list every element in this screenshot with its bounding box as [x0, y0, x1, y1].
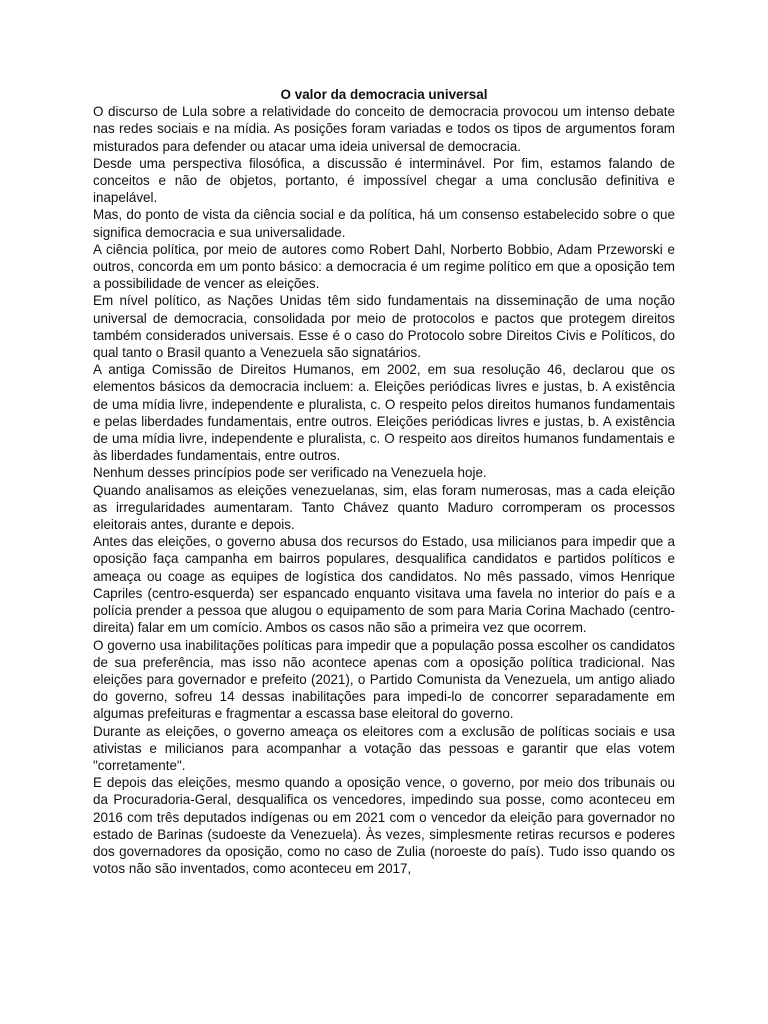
paragraph: Durante as eleições, o governo ameaça os eleitores com a exclusão de políticas sociais e usa ativistas e milicianos para acompanhar a votação das pessoas e garantir que elas votem "corretamente".: [93, 723, 675, 773]
paragraph: E depois das eleições, mesmo quando a oposição vence, o governo, por meio dos tribunais ou da Procuradoria-Geral, desqualifica os vencedores, impedindo sua posse, como aconteceu em 2016 com três deputados indígenas ou em 2021 com o vencedor da eleição para governador no estado de Barinas (sudoeste da Venezuela). Às vezes, simplesmente retiras recursos e poderes dos governadores da oposição, como no caso de Zulia (noroeste do país). Tudo isso quando os votos não são inventados, como aconteceu em 2017,: [93, 775, 675, 877]
paragraph: O governo usa inabilitações políticas para impedir que a população possa escolher os candidatos de sua preferência, mas isso não acontece apenas com a oposição política tradicional. Nas eleições para governador e prefeito (2021), o Partido Comunista da Venezuela, um antigo aliado do governo, sofreu 14 dessas inabilitações para impedi-lo de concorrer separadamente em algumas prefeituras e fragmentar a escassa base eleitoral do governo.: [93, 637, 675, 722]
paragraph: Mas, do ponto de vista da ciência social e da política, há um consenso estabelecido sobre o que significa democracia e sua universalidade.: [93, 207, 675, 240]
paragraph: A antiga Comissão de Direitos Humanos, em 2002, em sua resolução 46, declarou que os elementos básicos da democracia incluem: a. Eleições periódicas livres e justas, b. A existência de uma mídia livre, independente e pluralista, c. O respeito pelos direitos humanos fundamentais e pelas liberdades fundamentais, entre outros. Eleições periódicas livres e justas, b. A existência de uma mídia livre, independente e pluralista, c. O respeito aos direitos humanos fundamentais e às liberdades fundamentais, entre outros.: [93, 362, 675, 464]
paragraph: Desde uma perspectiva filosófica, a discussão é interminável. Por fim, estamos falando de conceitos e não de objetos, portanto, é impossível chegar a uma conclusão definitiva e inapelável.: [93, 155, 675, 206]
paragraph: Nenhum desses princípios pode ser verificado na Venezuela hoje.: [93, 465, 487, 481]
paragraph: Antes das eleições, o governo abusa dos recursos do Estado, usa milicianos para impedir que a oposição faça campanha em bairros populares, desqualifica candidatos e partidos políticos e ameaça ou coage as equipes de logística dos candidatos. No mês passado, vimos Henrique Capriles (centro-esquerda) ser espancado enquanto visitava uma favela no interior do país e a polícia prender a pessoa que alugou o equipamento de som para Maria Corina Machado (centro-direita) falar em um comício. Ambos os casos não são a primeira vez que ocorrem.: [93, 534, 675, 636]
document-title: O valor da democracia universal: [280, 87, 488, 102]
paragraph: Quando analisamos as eleições venezuelanas, sim, elas foram numerosas, mas a cada eleição as irregularidades aumentaram. Tanto Chávez quanto Maduro corromperam os processos eleitorais antes, durante e depois.: [93, 482, 675, 533]
paragraph: O discurso de Lula sobre a relatividade do conceito de democracia provocou um intenso debate nas redes sociais e na mídia. As posições foram variadas e todos os tipos de argumentos foram misturados para defender ou atacar uma ideia universal de democracia.: [93, 104, 675, 154]
paragraph: A ciência política, por meio de autores como Robert Dahl, Norberto Bobbio, Adam Przeworski e outros, concorda em um ponto básico: a democracia é um regime político em que a oposição tem a possibilidade de vencer as eleições.: [93, 241, 675, 292]
document-page: [93, 86, 675, 877]
paragraph: Em nível político, as Nações Unidas têm sido fundamentais na disseminação de uma noção universal de democracia, consolidada por meio de protocolos e pactos que protegem direitos também considerados universais. Esse é o caso do Protocolo sobre Direitos Civis e Políticos, do qual tanto o Brasil quanto a Venezuela são signatários.: [93, 293, 675, 361]
